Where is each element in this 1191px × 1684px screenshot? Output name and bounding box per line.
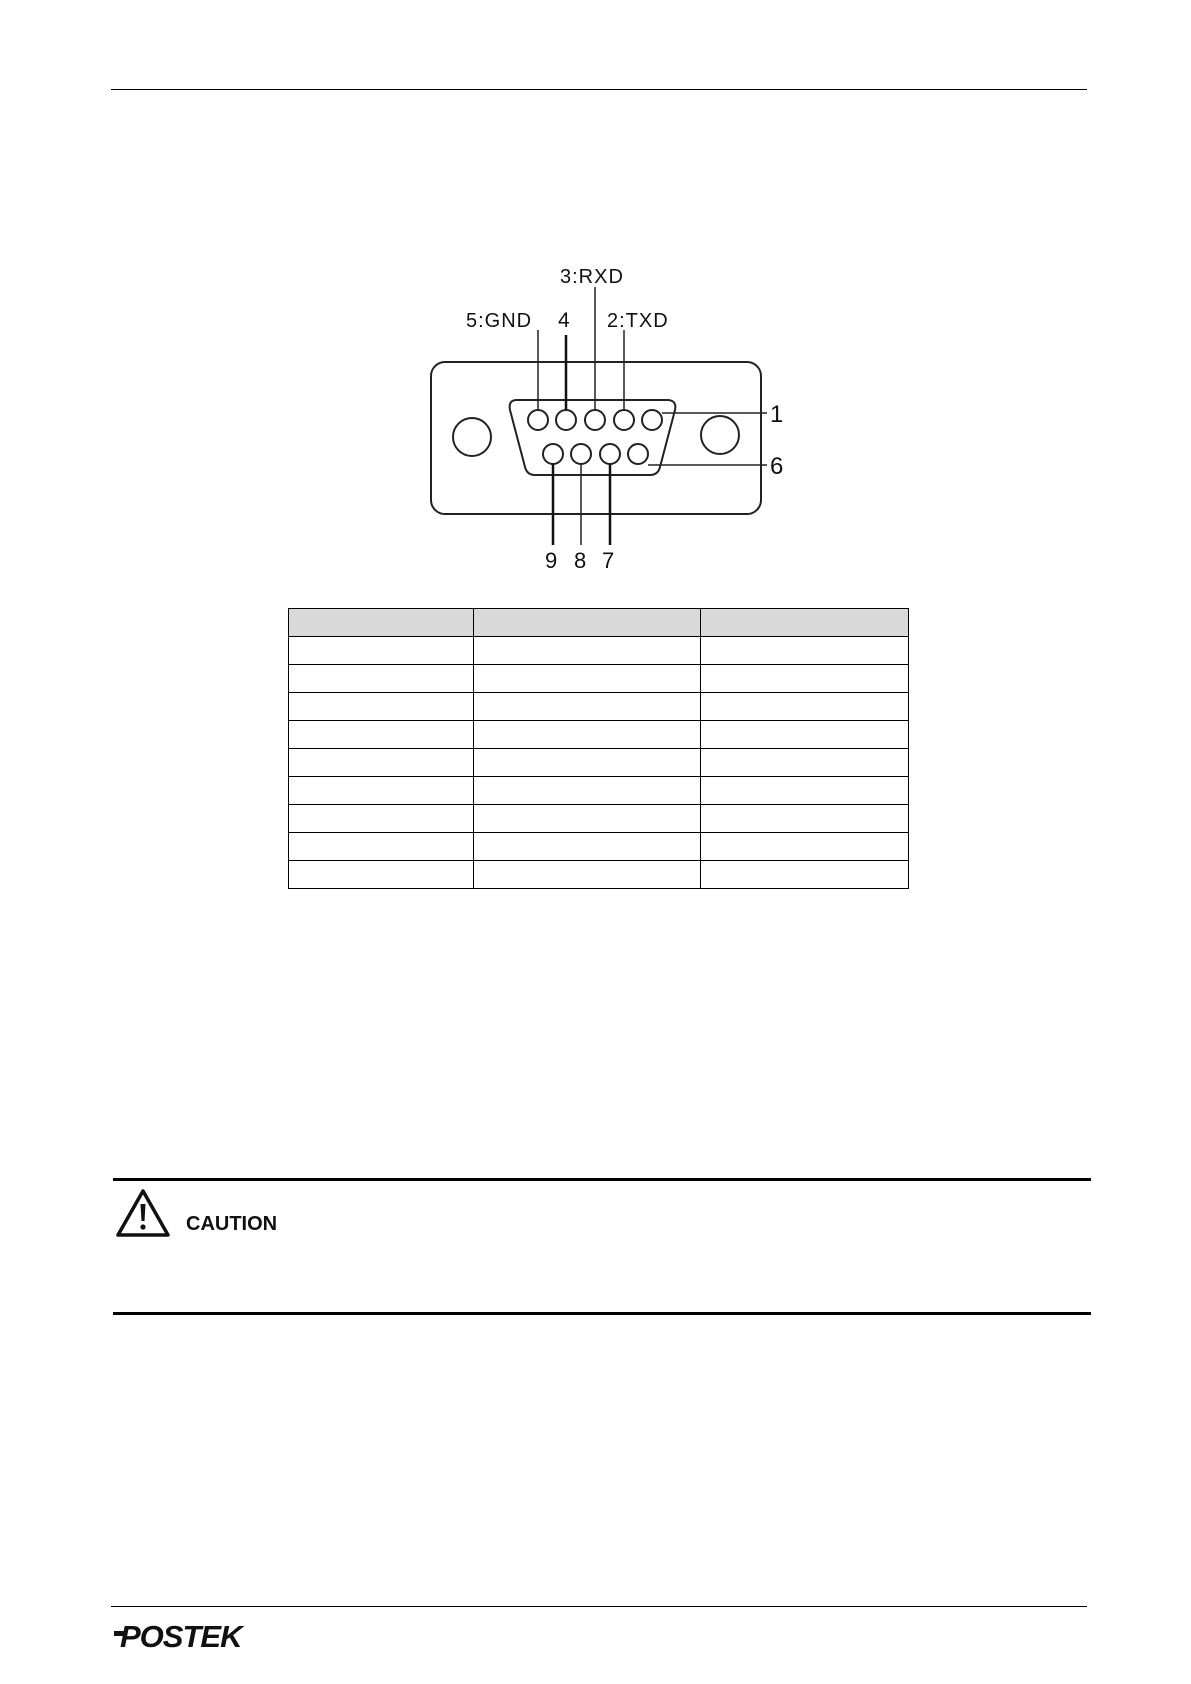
pin-1 [642,410,662,430]
pin-5 [528,410,548,430]
caution-label: CAUTION [186,1213,278,1235]
table-cell [473,861,701,889]
label-txd: 2:TXD [607,310,669,332]
table-row [289,833,909,861]
table-cell [701,665,909,693]
table-cell [289,805,474,833]
label-rxd: 3:RXD [560,266,624,288]
warning-triangle-icon [115,1188,171,1238]
postek-logo [114,1614,266,1654]
table-row [289,805,909,833]
table-row [289,637,909,665]
caution-bottom-rule [113,1312,1091,1315]
pin-8 [571,444,591,464]
table-cell [289,777,474,805]
table-cell [701,693,909,721]
table-cell [289,693,474,721]
table-cell [473,805,701,833]
table-cell [701,749,909,777]
label-gnd: 5:GND [466,310,533,332]
table-row [289,861,909,889]
footer-rule [111,1606,1087,1607]
table-cell [289,637,474,665]
table-header-row [289,609,909,637]
table-cell [473,749,701,777]
label-pin9: 9 [545,548,558,573]
table-cell [701,861,909,889]
mounting-hole-right [701,416,739,454]
table-cell [701,637,909,665]
table-row [289,665,909,693]
table-cell [473,693,701,721]
label-pin4: 4 [558,309,570,332]
table-cell [289,721,474,749]
table-cell [701,777,909,805]
table-cell [701,833,909,861]
connector-shell [431,362,761,514]
mounting-hole-left [453,418,491,456]
pin-3 [585,410,605,430]
table-cell [473,777,701,805]
table-cell [289,861,474,889]
table-row [289,749,909,777]
pin-assignment-table [288,608,909,889]
table-row [289,693,909,721]
table-header-cell [701,609,909,637]
pin-2 [614,410,634,430]
table-cell [473,665,701,693]
db9-connector-diagram [420,255,820,585]
table-cell [473,833,701,861]
table-cell [289,833,474,861]
caution-top-rule [113,1178,1091,1181]
table-row [289,721,909,749]
label-pin1: 1 [770,401,784,428]
table-cell [289,749,474,777]
table-row [289,777,909,805]
label-pin7: 7 [602,548,615,573]
logo-text: POSTEK [120,1619,242,1654]
table-cell [473,637,701,665]
table-cell [473,721,701,749]
table-cell [289,665,474,693]
table-header-cell [473,609,701,637]
pin-6 [628,444,648,464]
pin-7 [600,444,620,464]
label-pin8: 8 [574,548,587,573]
table-cell [701,805,909,833]
table-cell [701,721,909,749]
header-rule [111,89,1087,90]
pin-4 [556,410,576,430]
pin-9 [543,444,563,464]
table-header-cell [289,609,474,637]
label-pin6: 6 [770,453,784,480]
